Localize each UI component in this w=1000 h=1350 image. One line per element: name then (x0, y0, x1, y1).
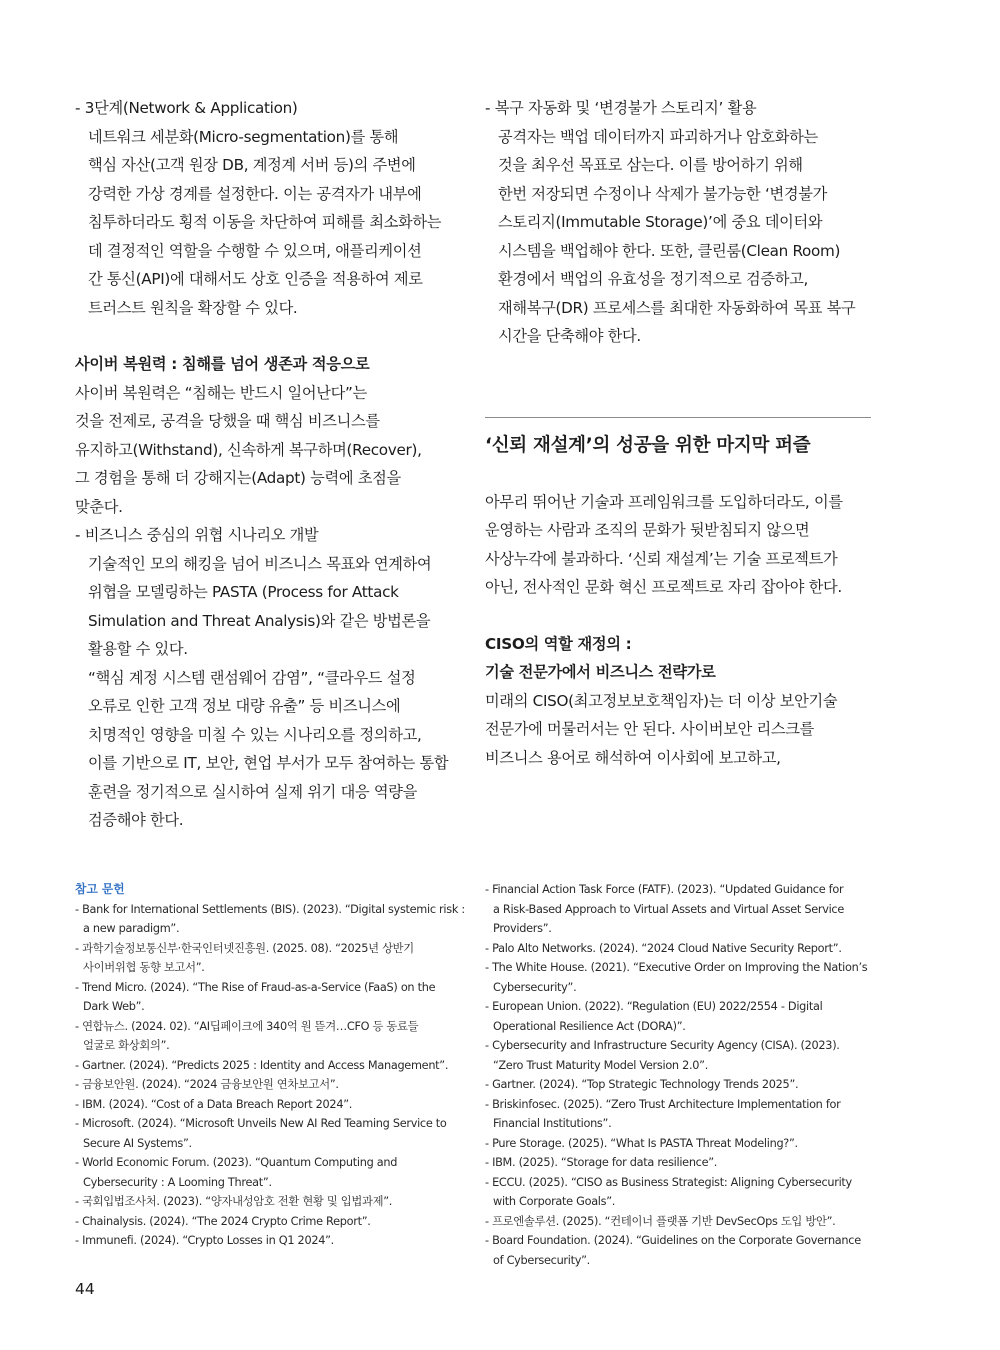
reference-line: - Financial Action Task Force (FATF). (2023). “Updated Guidance for (485, 883, 844, 896)
recovery-line: 것을 최우선 목표로 삼는다. 이를 방어하기 위해 (498, 156, 803, 174)
scenario-line: 위협을 모델링하는 PASTA (Process for Attack (88, 583, 399, 601)
scenario-block (75, 521, 460, 835)
recovery-line: 공격자는 백업 데이터까지 파괴하거나 암호화하는 (498, 127, 818, 146)
references-right (485, 880, 875, 1270)
recovery-line: 시간을 단축해야 한다. (498, 327, 641, 345)
left-column (75, 94, 460, 835)
reference-line: Cybersecurity : A Looming Threat”. (83, 1175, 272, 1189)
references-title: 참고 문헌 (75, 882, 125, 896)
reference-line: - 금융보안원. (2024). “2024 금융보안원 연차보고서”. (75, 1078, 339, 1091)
resilience-line: 것을 전제로, 공격을 당했을 때 핵심 비즈니스를 (75, 412, 380, 430)
reference-item (485, 1075, 875, 1095)
references-right-list (485, 880, 875, 1270)
recovery-line: 재해복구(DR) 프로세스를 최대한 자동화하여 목표 복구 (498, 298, 856, 317)
reference-line: - 연합뉴스. (2024. 02). “AI딥페이크에 340억 원 뜯겨…CFO 등 동료들 (75, 1019, 419, 1033)
reference-line: - ECCU. (2025). “CISO as Business Strategist: Aligning Cybersecurity (485, 1175, 852, 1189)
reference-item (485, 1095, 875, 1134)
scenario-line: 치명적인 영향을 미칠 수 있는 시나리오를 정의하고, (88, 725, 422, 744)
recovery-line: 스토리지(Immutable Storage)’에 중요 데이터와 (498, 213, 823, 231)
reference-item (75, 1153, 465, 1192)
recovery-line: 환경에서 백업의 유효성을 정기적으로 검증하고, (498, 270, 809, 288)
resilience-line: 사이버 복원력은 “침해는 반드시 일어난다”는 (75, 383, 367, 402)
page-number: 44 (75, 1280, 95, 1298)
recovery-heading: - 복구 자동화 및 ‘변경불가 스토리지’ 활용 (485, 99, 757, 117)
reference-line: - Board Foundation. (2024). “Guidelines on the Corporate Governance (485, 1234, 861, 1247)
reference-line: - Microsoft. (2024). “Microsoft Unveils New AI Red Teaming Service to (75, 1117, 447, 1130)
reference-item (75, 978, 465, 1017)
recovery-line: 시스템을 백업해야 한다. 또한, 클린룸(Clean Room) (498, 241, 841, 260)
intro-line: 사상누각에 불과하다. ‘신뢰 재설계’는 기술 프로젝트가 (485, 549, 838, 568)
recovery-block (485, 94, 871, 351)
stage3-line: 네트워크 세분화(Micro-segmentation)를 통해 (88, 127, 399, 146)
references-left-list (75, 900, 465, 1251)
reference-line: - Gartner. (2024). “Predicts 2025 : Identity and Access Management”. (75, 1058, 449, 1072)
reference-line: - 과학기술정보통신부·한국인터넷진흥원. (2025. 08). “2025년 상반기 (75, 941, 414, 955)
reference-item (485, 1173, 875, 1212)
intro-block (485, 488, 871, 602)
reference-item (75, 1192, 465, 1212)
reference-item (485, 1212, 875, 1232)
stage3-line: 강력한 가상 경계를 설정한다. 이는 공격자가 내부에 (88, 184, 422, 203)
intro-line: 운영하는 사람과 조직의 문화가 뒷받침되지 않으면 (485, 521, 810, 539)
right-column (485, 94, 871, 772)
reference-line: 얼굴로 화상회의”. (83, 1039, 170, 1052)
resilience-title: 사이버 복원력 : 침해를 넘어 생존과 적응으로 (75, 355, 370, 373)
reference-item (75, 1075, 465, 1095)
resilience-block (75, 350, 460, 521)
ciso-subtitle: 기술 전문가에서 비즈니스 전략가로 (485, 663, 716, 681)
stage3-line: 트러스트 원칙을 확장할 수 있다. (88, 298, 298, 317)
reference-line: “Zero Trust Maturity Model Version 2.0”. (493, 1058, 708, 1072)
reference-line: - Pure Storage. (2025). “What Is PASTA Threat Modeling?”. (485, 1136, 798, 1150)
reference-item (75, 900, 465, 939)
reference-line: - Bank for International Settlements (BIS). (2023). “Digital systemic risk : (75, 902, 465, 916)
reference-line: - Briskinfosec. (2025). “Zero Trust Architecture Implementation for (485, 1097, 841, 1111)
reference-line: a Risk-Based Approach to Virtual Assets and Virtual Asset Service (493, 902, 844, 916)
scenario-line: “핵심 계정 시스템 랜섬웨어 감염”, “클라우드 설정 (88, 668, 416, 687)
reference-line: - European Union. (2022). “Regulation (EU) 2022/2554 - Digital (485, 1000, 823, 1013)
reference-line: - 프로엔솔루션. (2025). “컨테이너 플랫폼 기반 DevSecOps 도입 방안”. (485, 1214, 836, 1228)
reference-item (485, 880, 875, 939)
resilience-line: 맞춘다. (75, 497, 123, 516)
reference-item (485, 1231, 875, 1270)
reference-item (75, 1095, 465, 1115)
stage3-line: 간 통신(API)에 대해서도 상호 인증을 적용하여 제로 (88, 270, 423, 288)
ciso-block (485, 630, 871, 773)
reference-line: Providers”. (493, 922, 552, 935)
stage3-block (75, 94, 460, 322)
reference-item (485, 1134, 875, 1154)
reference-line: - 국회입법조사처. (2023). “양자내성암호 전환 현황 및 입법과제”. (75, 1195, 393, 1208)
section-title: ‘신뢰 재설계’의 성공을 위한 마지막 퍼즐 (485, 434, 811, 456)
stage3-heading: - 3단계(Network & Application) (75, 99, 298, 117)
reference-item (485, 939, 875, 959)
reference-item (485, 997, 875, 1036)
scenario-heading: - 비즈니스 중심의 위협 시나리오 개발 (75, 526, 319, 544)
reference-item (75, 939, 465, 978)
reference-line: - IBM. (2025). “Storage for data resilience”. (485, 1156, 718, 1169)
reference-line: 사이버위협 동향 보고서”. (83, 961, 205, 974)
reference-item (75, 1212, 465, 1232)
reference-line: Cybersecurity”. (493, 980, 577, 994)
intro-line: 아무리 뛰어난 기술과 프레임워크를 도입하더라도, 이를 (485, 492, 843, 511)
reference-line: of Cybersecurity”. (493, 1253, 590, 1267)
reference-item (485, 958, 875, 997)
scenario-line: 오류로 인한 고객 정보 대량 유출” 등 비즈니스에 (88, 697, 401, 715)
reference-line: Secure AI Systems”. (83, 1136, 192, 1150)
ciso-line: 미래의 CISO(최고정보보호책임자)는 더 이상 보안기술 (485, 691, 838, 710)
reference-item (75, 1017, 465, 1056)
scenario-line: 이를 기반으로 IT, 보안, 현업 부서가 모두 참여하는 통합 (88, 754, 449, 772)
reference-line: - The White House. (2021). “Executive Order on Improving the Nation’s (485, 961, 868, 974)
reference-line: - Trend Micro. (2024). “The Rise of Fraud-as-a-Service (FaaS) on the (75, 980, 436, 994)
scenario-line: 기술적인 모의 해킹을 넘어 비즈니스 목표와 연계하여 (88, 554, 432, 573)
reference-line: Financial Institutions”. (493, 1117, 612, 1130)
recovery-line: 한번 저장되면 수정이나 삭제가 불가능한 ‘변경불가 (498, 184, 827, 203)
reference-item (485, 1153, 875, 1173)
reference-item (75, 1231, 465, 1251)
scenario-line: 활용할 수 있다. (88, 640, 188, 658)
reference-item (485, 1036, 875, 1075)
scenario-line: Simulation and Threat Analysis)와 같은 방법론을 (88, 611, 431, 630)
reference-line: - Palo Alto Networks. (2024). “2024 Cloud Native Security Report”. (485, 941, 842, 955)
intro-line: 아닌, 전사적인 문화 혁신 프로젝트로 자리 잡아야 한다. (485, 578, 842, 596)
stage3-line: 침투하더라도 횡적 이동을 차단하여 피해를 최소화하는 (88, 213, 442, 231)
reference-line: Operational Resilience Act (DORA)”. (493, 1019, 686, 1033)
reference-line: - IBM. (2024). “Cost of a Data Breach Report 2024”. (75, 1097, 353, 1111)
reference-line: - Chainalysis. (2024). “The 2024 Crypto Crime Report”. (75, 1214, 371, 1228)
stage3-line: 핵심 자산(고객 원장 DB, 계정계 서버 등)의 주변에 (88, 156, 416, 174)
reference-item (75, 1114, 465, 1153)
section-divider (485, 417, 871, 418)
resilience-line: 그 경험을 통해 더 강해지는(Adapt) 능력에 초점을 (75, 469, 401, 487)
reference-line: - Immunefi. (2024). “Crypto Losses in Q1 2024”. (75, 1234, 334, 1247)
ciso-line: 전문가에 머물러서는 안 된다. 사이버보안 리스크를 (485, 720, 814, 738)
reference-line: - Gartner. (2024). “Top Strategic Technology Trends 2025”. (485, 1078, 799, 1091)
reference-line: with Corporate Goals”. (493, 1195, 616, 1208)
reference-line: - Cybersecurity and Infrastructure Security Agency (CISA). (2023). (485, 1039, 840, 1052)
references-left (75, 880, 465, 1251)
ciso-line: 비즈니스 용어로 해석하여 이사회에 보고하고, (485, 748, 781, 767)
reference-item (75, 1056, 465, 1076)
scenario-line: 훈련을 정기적으로 실시하여 실제 위기 대응 역량을 (88, 782, 417, 801)
resilience-line: 유지하고(Withstand), 신속하게 복구하며(Recover), (75, 440, 422, 459)
reference-line: a new paradigm”. (83, 922, 180, 935)
scenario-line: 검증해야 한다. (88, 811, 184, 829)
ciso-title: CISO의 역할 재정의 : (485, 634, 632, 653)
reference-line: - World Economic Forum. (2023). “Quantum Computing and (75, 1156, 398, 1169)
stage3-line: 데 결정적인 역할을 수행할 수 있으며, 애플리케이션 (88, 241, 422, 260)
reference-line: Dark Web”. (83, 1000, 145, 1013)
